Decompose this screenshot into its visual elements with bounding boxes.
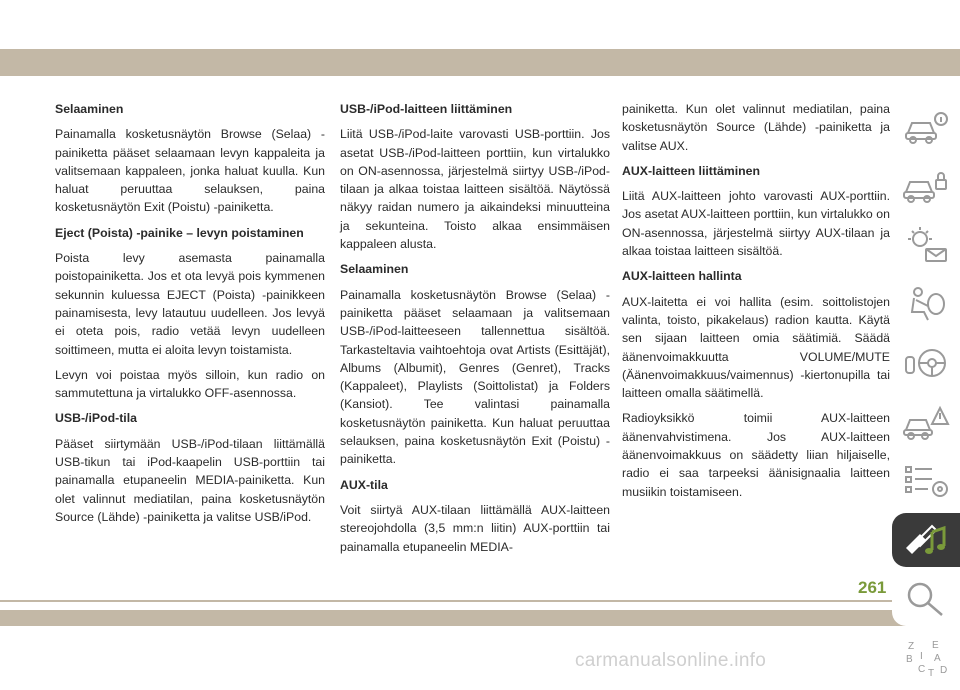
index-letters-icon (902, 638, 950, 678)
index-letter: I (920, 651, 923, 662)
index-letter: A (934, 653, 941, 664)
paragraph: Painamalla kosketusnäytön Browse (Selaa) -painiketta pääset selaamaan ja valitsemaan USB-/iPod-laitteeseen tallennettua sisältöä. Tarkasteltavia vaihtoehtoja ovat Artists (Esittäjät), Albums (Albumit), Genres (Genret), Tracks (Kappaleet), Playlists (Soittolistat) ja Folders (Kansiot). Tee valintasi painamalla kosketusnäytön painiketta. Kun haluat peruuttaa selauksen, paina kosketusnäytön Exit (Poistu) -painiketta. (340, 287, 610, 467)
chapter-tab-starting-operating[interactable] (892, 336, 960, 390)
chapter-tab-emergency[interactable] (892, 395, 960, 449)
text-column-3 (622, 100, 890, 508)
heading-usb-connect: USB-/iPod-laitteen liittäminen (340, 102, 513, 116)
multimedia-icon (902, 520, 950, 560)
paragraph: Painamalla kosketusnäytön Browse (Selaa) -painiketta pääset selaamaan levyn kappaleita ja valitsemaan kappaleen, jonka haluat kuulla. Kun haluat peruuttaa selauksen, paina kosketusnäytön Exit (Poistu) -painiketta. (55, 127, 325, 215)
airbag-safety-icon (902, 284, 950, 324)
chapter-tab-safety[interactable] (892, 277, 960, 331)
paragraph: AUX-laitetta ei voi hallita (esim. soittolistojen valinta, toisto, pikakelaus) radion kautta. Käytä sen sijaan laitteen omia säätimiä. Säädä äänenvoimakkuutta VOLUME/MUTE (Äänenvoimakkuus/vaimennus) -kiertonupilla tai laitteen omalla säätimellä. (622, 294, 890, 401)
chapter-tab-vehicle[interactable] (892, 100, 960, 154)
car-info-icon (902, 107, 950, 147)
chapter-tab-technical[interactable] (892, 572, 960, 626)
paragraph: Liitä USB-/iPod-laite varovasti USB-porttiin. Jos asetat USB-/iPod-laitteen porttiin, kun virtalukko on ON-asennossa, järjestelmä siirtyy USB-/iPod-tilaan ja alkaa toistaa laitteen sisältöä. Näytössä näkyy raidan numero ja aikaindeksi minuutteina ja sekunteina. Toisto alkaa ensimmäisen kappaleen alusta. (340, 127, 610, 252)
index-letter: Z (908, 641, 915, 652)
heading-aux-control: AUX-laitteen hallinta (622, 269, 742, 284)
index-letter: E (932, 640, 939, 651)
top-decorative-bar (0, 49, 960, 76)
heading-usb-ipod-mode: USB-/iPod-tila (55, 411, 137, 426)
paragraph: Poista levy asemasta painamalla poistopainiketta. Jos et ota levyä pois kymmenen sekunnin kuluessa EJECT (Poista) -painikkeen painamisesta, levy latautuu uudelleen. Jos levyä ei oteta pois, radio vetää levyn uudelleen soittimeen, mutta ei aloita levyn toistamista. (55, 251, 325, 357)
paragraph: Liitä AUX-laitteen johto varovasti AUX-porttiin. Jos asetat AUX-laitteen porttiin, kun virtalukko on ON-asennossa, järjestelmä siirtyy AUX-tilaan ja alkaa toistaa laitteen sisältöä. (622, 189, 890, 259)
text-column-2 (340, 100, 610, 563)
paragraph: Radioyksikkö toimii AUX-laitteen äänenvahvistimena. Jos AUX-laitteen äänenvoimakkuus on säädetty liian hiljaiselle, radio ei saa tarpeeksi äänisignaalia laitteen musiikin toistamiseen. (622, 411, 890, 499)
car-breakdown-icon (902, 402, 950, 442)
index-letter: D (940, 665, 948, 676)
chapter-tab-instrument-panel[interactable] (892, 218, 960, 272)
heading-eject: Eject (Poista) -painike – levyn poistaminen (55, 225, 304, 240)
heading-aux-connect: AUX-laitteen liittäminen (622, 163, 761, 178)
search-icon (902, 579, 950, 619)
heading-selaaminen: Selaaminen (340, 262, 409, 277)
bottom-decorative-bar (0, 610, 960, 626)
watermark-text: carmanualsonline.info (575, 650, 767, 671)
chapter-tab-getting-to-know[interactable] (892, 159, 960, 213)
index-letter: T (928, 668, 935, 678)
chapter-tab-index[interactable] (892, 631, 960, 685)
car-lock-icon (902, 166, 950, 206)
chapter-sidebar (892, 100, 960, 690)
index-letter: C (918, 664, 926, 675)
paragraph: Pääset siirtymään USB-/iPod-tilaan liittämällä USB-tikun tai iPod-kaapelin USB-porttiin tai painamalla etupaneelin MEDIA-painiketta. Kun olet valinnut mediatilan, paina kosketusnäytön Source (Lähde) -painiketta ja valitse USB/iPod. (55, 436, 325, 524)
chapter-tab-servicing[interactable] (892, 454, 960, 508)
index-letter: B (906, 654, 913, 665)
paragraph: Voit siirtyä AUX-tilaan liittämällä AUX-laitteen stereojohdolla (3,5 mm:n liitin) AUX-porttiin tai painamalla etupaneelin MEDIA- (340, 502, 610, 554)
steering-wheel-icon (902, 343, 950, 383)
heading-selaaminen: Selaaminen (55, 102, 124, 116)
paragraph: painiketta. Kun olet valinnut mediatilan, paina kosketusnäytön Source (Lähde) -painiketta ja valitse AUX. (622, 102, 890, 153)
warning-light-icon (902, 225, 950, 265)
maintenance-list-icon (902, 461, 950, 501)
heading-aux-mode: AUX-tila (340, 477, 388, 492)
page-number: 261 (858, 578, 887, 597)
paragraph: Levyn voi poistaa myös silloin, kun radio on sammutettuna ja virtalukko OFF-asennossa. (55, 367, 325, 401)
chapter-tab-multimedia[interactable] (892, 513, 960, 567)
bottom-divider-line (0, 600, 960, 602)
text-column-1 (55, 100, 325, 533)
